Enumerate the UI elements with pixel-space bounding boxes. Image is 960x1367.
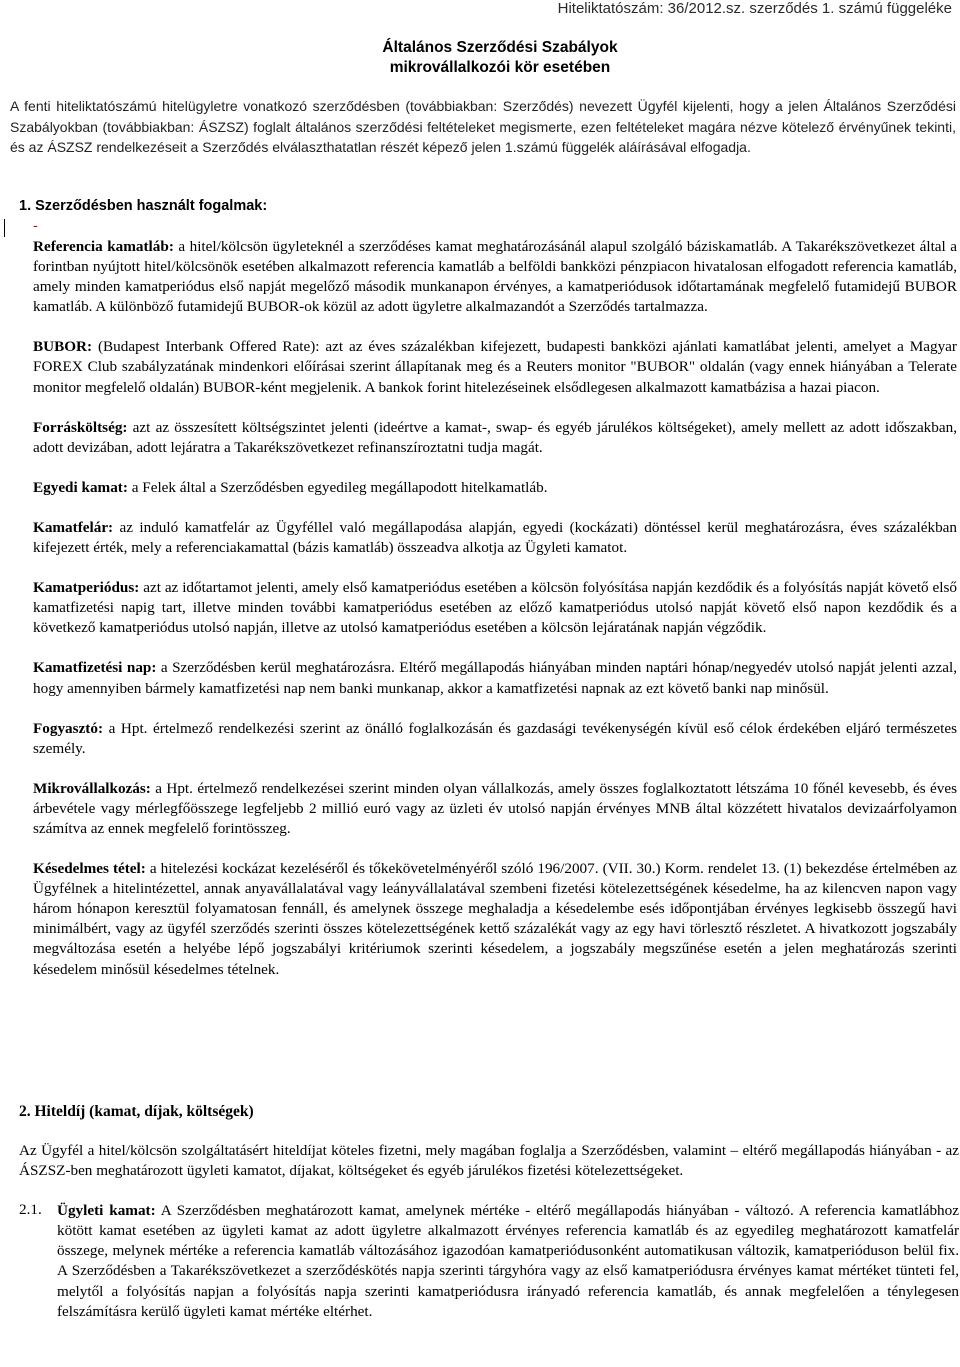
title-line-1: Általános Szerződési Szabályok	[382, 39, 618, 56]
definition-term: Késedelmes tétel:	[33, 860, 146, 878]
definition-term: Fogyasztó:	[33, 719, 104, 737]
subsection-text: A Szerződésben meghatározott kamat, amelynek mértéke - eltérő megállapodás hiányában - változó. A referencia kamatlábhoz kötött kamat esetében az ügyleti kamat az adott ügyletre alkalmazott érvényes referencia kamatláb és az egyedileg meghatározott kamatfelár összege, melynek mértéke a referencia kamatláb változásához igazodóan kamatperiódusonként automatikusan változik, kamatperióduson belül fix. A Szerződésben a Takarékszövetkezet a szerződéskötés napja szerinti tárgyhóra vagy az első kamatperiódusra érvényes kamat mértéket tünteti fel, melytől a folyósítás napjan a folyósítás napja szerinti kamatperiódusra irányadó referencia kamatláb, és annak megfelelően a ténylegesen felszámításra kerülő ügyleti kamat mértéke eltérhet.	[57, 1202, 959, 1320]
definition-text: a Hpt. értelmező rendelkezési szerint az önálló foglalkozásán és gazdasági tevékenységén kívül eső célok érdekében eljáró természetes személy.	[33, 719, 957, 757]
subsection-2-1	[19, 1201, 959, 1322]
definition-term: BUBOR:	[33, 338, 93, 356]
definition-text: azt az időtartamot jelenti, amely első kamatperiódus esetében a kölcsön folyósítása napján kezdődik és a folyósítás napját követő első kamatfizetési napig tart, illetve minden további kamatperiódus esetében az előző kamatperiódus utolsó napját követő első napon kezdődik és a következő kamatperiódus utolsó napján, illetve az utolsó kamatperiódus esetében a kölcsön lejáratának napján végződik.	[33, 579, 957, 637]
definition-mikrovallalkozas	[33, 779, 957, 839]
definition-forraskoltseg	[33, 418, 957, 458]
document-title	[300, 38, 700, 78]
subsection-number: 2.1.	[19, 1201, 42, 1219]
section-2-paragraph: Az Ügyfél a hitel/kölcsön szolgáltatásért hiteldíjat köteles fizetni, mely magában foglalja a Szerződésben, valamint – eltérő megállapodás hiányában - az ÁSZSZ-ben meghatározott ügyleti kamatot, díjakat, költségeket és egyéb járulékos fizetési kötelezettségeket.	[19, 1142, 959, 1180]
definition-text: azt az összesített költségszintet jelenti (ideértve a kamat-, swap- és egyéb járulékos költségeket), amely mellett az adott időszakban, adott devizában, adott lejáratra a Takarékszövetkezet refinanszíroztatni tudja magát.	[33, 418, 957, 456]
list-dash: -	[33, 217, 38, 233]
definition-kesedelmes-tetel	[33, 859, 957, 980]
revision-bar	[4, 219, 5, 237]
definition-text: a Hpt. értelmező rendelkezései szerint minden olyan vállalkozás, amely összes foglalkoztatott létszáma 10 főnél kevesebb, és éves árbevétele vagy mérlegfőösszege legfeljebb 2 millió euró vagy az üzleti év utolsó napján érvényes MNB által közzétett hivatalos devizaárfolyamon számítva az ennek megfelelő forintösszeg.	[33, 779, 957, 837]
definition-text: a hitel/kölcsön ügyleteknél a szerződéses kamat meghatározásánál alapul szolgáló báziskamatláb. A Takarékszövetkezet által a forintban nyújtott hitel/kölcsönök esetében alkalmazott referencia kamatláb a belföldi bankközi pénzpiacon hivatalosan elfogadott referencia kamatláb, amely minden kamatperiódus első napját megelőző második munkanapon érvényes, a kamatperiódusok időtartamának megfelelő futamidejű BUBOR kamatláb. A különböző futamidejű BUBOR-ok közül az adott ügyletre alkalmazandót a Szerződés tartalmazza.	[33, 238, 957, 316]
definition-term: Kamatfizetési nap:	[33, 659, 157, 677]
definition-term: Referencia kamatláb:	[33, 238, 174, 255]
definition-text: a Felek által a Szerződésben egyedileg megállapodott hitelkamatláb.	[127, 478, 548, 496]
definition-term: Forrásköltség:	[33, 418, 128, 436]
definition-kamatfizetesi-nap	[33, 658, 957, 698]
definition-kamatfelar	[33, 518, 957, 558]
subsection-term: Ügyleti kamat:	[57, 1202, 156, 1220]
definition-term: Kamatperiódus:	[33, 579, 140, 597]
definition-text: az induló kamatfelár az Ügyféllel való megállapodása alapján, egyedi (kockázati) döntéssel kerül meghatározásra, éves százalékban kifejezett érték, mely a referenciakamattal (bázis kamatláb) összeadva alkotja az Ügyleti kamatot.	[33, 518, 957, 557]
section-1-heading: 1. Szerződésben használt fogalmak:	[19, 198, 268, 214]
title-line-2: mikrovállalkozói kör esetében	[389, 59, 611, 76]
definition-bubor	[33, 337, 957, 397]
definition-text: a Szerződésben kerül meghatározásra. Eltérő megállapodás hiányában minden naptári hónap/negyedév utolsó napját jelenti azzal, hogy amennyiben bármely kamatfizetési nap nem banki munkanap, akkor a kamatfizetési napnak az ezt követő banki nap minősül.	[33, 659, 957, 697]
contract-reference: Hiteliktatószám: 36/2012.sz. szerződés 1. számú függeléke	[557, 0, 952, 17]
definition-term: Egyedi kamat:	[33, 478, 128, 496]
definition-referencia-kamatlab	[33, 237, 957, 317]
definition-fogyaszto	[33, 719, 957, 759]
section-2	[19, 1103, 959, 1322]
definition-text: a hitelezési kockázat kezeléséről és tőkekövetelményéről szóló 196/2007. (VII. 30.) Korm. rendelet 13. (1) bekezdése értelmében az Ügyfélnek a hitelintézettel, annak anyavállalatával vagy leányvállalatával szembeni fizetési kötelezettségének késedelme, ha az kilencven napon vagy három hónapon keresztül folyamatosan fennáll, és amelynek összege meghaladja a késedelembe esés időpontjában érvényes legkisebb összegű havi minimálbért, vagy az ügyfél szerződés szerinti összes kötelezettségének kettő százalékát vagy az egy havi törlesztő részletet. A hivatkozott jogszabály megváltozása esetén a helyébe lépő jogszabályi kritériumok szerinti késedelem, a jogszabály megszűnése esetén a jelen meghatározás szerinti késedelem minősül késedelmes tételnek.	[33, 860, 957, 978]
definition-text: (Budapest Interbank Offered Rate): azt az éves százalékban kifejezett, budapesti bankközi ajánlati kamatlábat jelenti, amelyet a Magyar FOREX Club szabályzatának mindenkori előírásai szerint állapítanak meg és a Reuters monitor "BUBOR" oldalán (vagy ennek hiányában a Telerate monitor megfelelő oldalán) BUBOR-ként megjelenik. A bankok forint hitelezéseinek elsődlegesen alkalmazott kamatbázisa a hazai piacon.	[33, 338, 957, 396]
section-2-heading: 2. Hiteldíj (kamat, díjak, költségek)	[19, 1103, 254, 1120]
subsection-body	[57, 1201, 959, 1322]
definition-term: Kamatfelár:	[33, 518, 114, 536]
definition-kamatperiodus	[33, 578, 957, 638]
definition-term: Mikrovállalkozás:	[33, 779, 151, 797]
intro-paragraph: A fenti hiteliktatószámú hitelügyletre vonatkozó szerződésben (továbbiakban: Szerződés) nevezett Ügyfél kijelenti, hogy a jelen Általános Szerződési Szabályokban (továbbiakban: ÁSZSZ) foglalt általános szerződési feltételeket megismerte, ezen feltételeket magára nézve kötelező érvényűnek tekinti, és az ÁSZSZ rendelkezéseit a Szerződés elválaszthatatlan részét képező jelen 1.számú függelék aláírásával elfogadja.	[10, 98, 956, 156]
definition-egyedi-kamat	[33, 478, 957, 498]
definitions-list	[33, 237, 957, 1000]
